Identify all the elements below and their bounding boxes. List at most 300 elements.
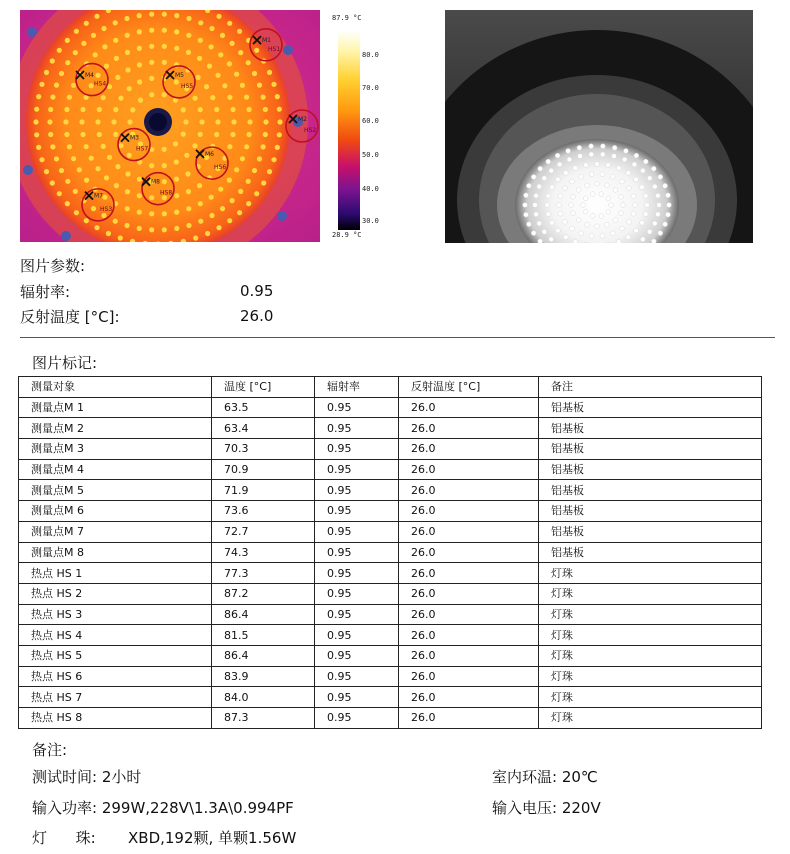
led-bead [545,203,550,208]
led-hotspot-dot [246,179,251,184]
led-bead [651,166,656,171]
led-bead [599,192,604,197]
led-bead [558,194,563,199]
cell-temperature: 63.4 [212,418,315,439]
led-bead [531,175,536,180]
led-hotspot-dot [174,193,179,198]
led-bead [658,175,663,180]
led-hotspot-dot [162,60,167,65]
led-hotspot-dot [186,33,191,38]
led-hotspot-dot [73,189,78,194]
emissivity-label: 辐射率: [20,283,71,301]
led-bead [656,212,661,217]
led-hotspot-dot [50,180,55,185]
led-bead [537,221,542,226]
led-hotspot-dot [118,143,123,148]
cell-remark: 铝基板 [539,439,762,460]
led-bead [640,168,645,173]
led-bead [583,209,588,214]
cell-remark: 铝基板 [539,397,762,418]
led-bead [652,184,657,189]
led-hotspot-dot [113,132,118,137]
led-hotspot-dot [215,73,220,78]
led-bead [576,188,581,193]
led-hotspot-dot [230,132,235,137]
led-bead [643,194,648,199]
table-row [19,645,762,666]
cell-reflected-temp: 26.0 [399,501,539,522]
led-hotspot-dot [44,70,49,75]
led-bead [600,233,605,238]
led-hotspot-dot [34,107,39,112]
led-bead [612,145,617,150]
led-hotspot-dot [198,20,203,25]
led-hotspot-dot [115,164,120,169]
cell-temperature: 72.7 [212,521,315,542]
led-hotspot-dot [277,132,282,137]
led-hotspot-dot [252,168,257,173]
led-bead [578,154,583,159]
led-hotspot-dot [74,210,79,215]
led-bead [563,219,568,224]
led-bead [663,183,668,188]
led-hotspot-dot [246,60,251,65]
cell-object: 热点 HS 1 [19,563,212,584]
led-bead [619,194,624,199]
params-title: 图片参数: [20,257,86,275]
cell-emissivity: 0.95 [315,418,399,439]
led-bead [600,152,605,157]
led-hotspot-dot [149,60,154,65]
led-hotspot-dot [64,107,69,112]
col-header-temperature: 温度 [°C] [212,377,315,398]
led-bead [573,166,578,171]
led-hotspot-dot [222,83,227,88]
led-hotspot-dot [80,107,85,112]
led-bead [627,219,632,224]
led-hotspot-dot [234,72,239,77]
led-bead [542,229,547,234]
led-hotspot-dot [137,193,142,198]
led-bead [657,203,662,208]
col-header-remark: 备注 [539,377,762,398]
cell-emissivity: 0.95 [315,583,399,604]
led-bead [589,233,594,238]
led-bead [556,228,561,233]
led-bead [531,231,536,236]
led-bead [645,203,650,208]
table-row [19,397,762,418]
cell-object: 热点 HS 4 [19,625,212,646]
led-hotspot-dot [238,50,243,55]
led-bead [557,162,562,167]
cell-remark: 灯珠 [539,645,762,666]
led-bead [538,166,543,171]
led-hotspot-dot [214,132,219,137]
led-hotspot-dot [207,64,212,69]
led-hotspot-dot [218,52,223,57]
led-bead [563,171,568,176]
led-hotspot-dot [227,95,232,100]
cell-remark: 灯珠 [539,708,762,729]
table-row [19,666,762,687]
led-hotspot-dot [113,20,118,25]
led-hotspot-dot [237,210,242,215]
cell-emissivity: 0.95 [315,666,399,687]
led-bead [563,235,568,240]
led-bead [656,193,661,198]
led-bead [549,237,554,242]
cell-reflected-temp: 26.0 [399,521,539,542]
cell-emissivity: 0.95 [315,708,399,729]
led-hotspot-dot [89,156,94,161]
led-bead [631,211,636,216]
led-hotspot-dot [174,177,179,182]
cell-object: 测量点M 6 [19,501,212,522]
led-hotspot-dot [257,83,262,88]
cell-remark: 灯珠 [539,625,762,646]
led-bead [632,162,637,167]
measurement-point-label: M5 [175,71,184,79]
screw-hole [283,45,293,55]
led-hotspot-dot [220,206,225,211]
led-bead [581,203,586,208]
led-bead [606,163,611,168]
led-hotspot-dot [162,28,167,33]
col-header-reflected-temp: 反射温度 [°C] [399,377,539,398]
led-bead [610,174,615,179]
led-hotspot-dot [137,46,142,51]
cell-emissivity: 0.95 [315,521,399,542]
led-hotspot-dot [149,227,154,232]
led-hotspot-dot [71,156,76,161]
led-hotspot-dot [162,179,167,184]
led-hotspot-dot [261,95,266,100]
led-hotspot-dot [209,213,214,218]
led-hotspot-dot [106,231,111,236]
led-bead [620,226,625,231]
cell-temperature: 87.3 [212,708,315,729]
led-bead [569,203,574,208]
led-hotspot-dot [80,132,85,137]
led-hotspot-dot [79,119,84,124]
led-bead [527,183,532,188]
led-hotspot-dot [261,180,266,185]
led-bead [631,194,636,199]
led-bead [583,196,588,201]
led-hotspot-dot [173,141,178,146]
led-hotspot-dot [34,132,39,137]
led-hotspot-dot [107,155,112,160]
led-bead [640,220,645,225]
cell-remark: 铝基板 [539,501,762,522]
led-hotspot-dot [247,132,252,137]
led-bead [590,214,595,219]
cell-temperature: 77.3 [212,563,315,584]
led-hotspot-dot [59,168,64,173]
led-hotspot-dot [125,33,130,38]
led-hotspot-dot [54,83,59,88]
led-hotspot-dot [216,14,221,19]
led-hotspot-dot [125,50,130,55]
led-hotspot-dot [63,119,68,124]
cell-reflected-temp: 26.0 [399,666,539,687]
led-bead [643,212,648,217]
led-hotspot-dot [101,144,106,149]
led-hotspot-dot [247,119,252,124]
led-hotspot-dot [125,67,130,72]
led-bead [609,203,614,208]
led-hotspot-dot [227,178,232,183]
led-bead [538,239,543,243]
cell-reflected-temp: 26.0 [399,604,539,625]
screw-hole [27,27,37,37]
divider [20,337,775,338]
table-header-row [19,377,762,398]
cell-object: 测量点M 7 [19,521,212,542]
led-hotspot-dot [74,29,79,34]
led-hotspot-dot [84,21,89,26]
led-hotspot-dot [198,132,203,137]
led-hotspot-dot [91,206,96,211]
led-bead [616,240,621,244]
led-hotspot-dot [130,107,135,112]
led-hotspot-dot [174,29,179,34]
led-bead [589,172,594,177]
led-bead [585,222,590,227]
led-hotspot-dot [237,29,242,34]
led-bead [666,193,671,198]
cell-object: 热点 HS 8 [19,708,212,729]
cell-reflected-temp: 26.0 [399,687,539,708]
led-hotspot-dot [199,119,204,124]
scale-tick: 30.0 [362,217,379,225]
led-bead [570,179,575,184]
led-bead [612,154,617,159]
table-row [19,625,762,646]
led-bead [613,218,618,223]
led-hotspot-dot [204,84,209,89]
led-hotspot-dot [84,144,89,149]
led-hotspot-dot [267,169,272,174]
led-hotspot-dot [127,153,132,158]
led-hotspot-dot [162,227,167,232]
led-bead [599,214,604,219]
led-bead [606,196,611,201]
cell-emissivity: 0.95 [315,397,399,418]
led-hotspot-dot [149,211,154,216]
led-bead [549,168,554,173]
led-hotspot-dot [231,119,236,124]
led-hotspot-dot [186,50,191,55]
led-hotspot-dot [77,167,82,172]
led-hotspot-dot [216,225,221,230]
led-bead [570,226,575,231]
led-hotspot-dot [48,107,53,112]
led-hotspot-dot [209,195,214,200]
measurement-point-label: M1 [262,37,271,45]
led-hotspot-dot [186,16,191,21]
led-hotspot-dot [174,159,179,164]
measurement-point-label: M3 [130,134,139,142]
led-bead [624,149,629,154]
led-hotspot-dot [102,44,107,49]
led-bead [595,162,600,167]
cell-emissivity: 0.95 [315,604,399,625]
led-hotspot-dot [174,79,179,84]
led-hotspot-dot [57,48,62,53]
led-bead [546,159,551,164]
led-bead [605,183,610,188]
led-hotspot-dot [244,144,249,149]
led-hotspot-dot [162,44,167,49]
led-hotspot-dot [205,231,210,236]
hotspot-label: HS6 [214,164,227,172]
col-header-object: 测量对象 [19,377,212,398]
cell-object: 测量点M 2 [19,418,212,439]
cell-temperature: 87.2 [212,583,315,604]
led-hotspot-dot [230,198,235,203]
led-hotspot-dot [186,206,191,211]
cell-emissivity: 0.95 [315,501,399,522]
cell-remark: 灯珠 [539,604,762,625]
led-hotspot-dot [59,71,64,76]
emissivity-value: 0.95 [240,282,274,300]
lamp-photo [445,10,753,243]
scale-min-label: 28.9 °C [332,231,362,239]
led-hotspot-dot [240,83,245,88]
table-row [19,480,762,501]
led-hotspot-dot [84,178,89,183]
led-bead [621,203,626,208]
led-bead [534,212,539,217]
led-hotspot-dot [271,157,276,162]
cell-emissivity: 0.95 [315,563,399,584]
led-hotspot-dot [124,16,129,21]
led-hotspot-dot [113,107,118,112]
hotspot-label: HS1 [268,45,281,53]
led-bead [524,193,529,198]
cell-emissivity: 0.95 [315,459,399,480]
led-bead [658,231,663,236]
led-bead [567,157,572,162]
led-hotspot-dot [137,210,142,215]
led-hotspot-dot [214,107,219,112]
cell-temperature: 81.5 [212,625,315,646]
led-hotspot-dot [67,95,72,100]
scale-tick: 40.0 [362,185,379,193]
led-bead [640,237,645,242]
led-hotspot-dot [198,38,203,43]
led-bead [619,211,624,216]
cell-remark: 铝基板 [539,480,762,501]
led-hotspot-dot [263,119,268,124]
led-bead [667,203,672,208]
led-hotspot-dot [65,38,70,43]
led-hotspot-dot [174,13,179,18]
led-hotspot-dot [277,107,282,112]
led-hotspot-dot [47,119,52,124]
led-hotspot-dot [277,119,282,124]
led-hotspot-dot [94,225,99,230]
led-hotspot-dot [114,56,119,61]
cell-object: 测量点M 4 [19,459,212,480]
led-bead [579,231,584,236]
led-hotspot-dot [94,14,99,19]
led-hotspot-dot [198,219,203,224]
led-hotspot-dot [39,82,44,87]
cell-temperature: 86.4 [212,645,315,666]
led-hotspot-dot [263,132,268,137]
led-hotspot-dot [44,169,49,174]
cell-reflected-temp: 26.0 [399,583,539,604]
scale-max-label: 87.9 °C [332,14,362,22]
room-temperature: 室内环温: 20℃ [492,768,598,786]
led-bead [573,240,578,244]
led-hotspot-dot [101,213,106,218]
led-bead [634,153,639,158]
led-hotspot-dot [137,62,142,67]
input-voltage: 输入电压: 220V [492,799,601,817]
led-hotspot-dot [183,119,188,124]
led-bead [647,176,652,181]
led-hotspot-dot [193,235,198,240]
led-hotspot-dot [240,156,245,161]
led-hotspot-dot [149,44,154,49]
led-hotspot-dot [162,92,167,97]
led-hotspot-dot [95,73,100,78]
cell-emissivity: 0.95 [315,480,399,501]
led-hotspot-dot [230,107,235,112]
led-bead [566,149,571,154]
led-hotspot-dot [227,61,232,66]
led-hotspot-dot [247,107,252,112]
led-hotspot-dot [267,70,272,75]
led-hotspot-dot [174,46,179,51]
led-hotspot-dot [95,166,100,171]
led-hotspot-dot [137,13,142,18]
cell-reflected-temp: 26.0 [399,708,539,729]
led-hotspot-dot [48,132,53,137]
led-bead [622,157,627,162]
led-hotspot-dot [64,132,69,137]
screw-hole [277,211,287,221]
measurement-point-label: M8 [151,178,160,186]
led-bead [651,239,656,243]
led-bead [576,218,581,223]
scale-tick: 50.0 [362,151,379,159]
cell-temperature: 74.3 [212,542,315,563]
led-hotspot-dot [181,107,186,112]
led-hotspot-dot [125,189,130,194]
led-hotspot-dot [115,75,120,80]
led-hotspot-dot [71,83,76,88]
led-bead [563,186,568,191]
led-hotspot-dot [97,132,102,137]
cell-remark: 铝基板 [539,542,762,563]
led-hotspot-dot [149,76,154,81]
led-hotspot-dot [65,179,70,184]
led-hotspot-dot [124,223,129,228]
led-hotspot-dot [275,94,280,99]
led-hotspot-dot [197,56,202,61]
led-hotspot-dot [101,95,106,100]
cell-reflected-temp: 26.0 [399,459,539,480]
led-hotspot-dot [36,145,41,150]
led-hotspot-dot [118,235,123,240]
led-bead [589,152,594,157]
led-hotspot-dot [67,144,72,149]
